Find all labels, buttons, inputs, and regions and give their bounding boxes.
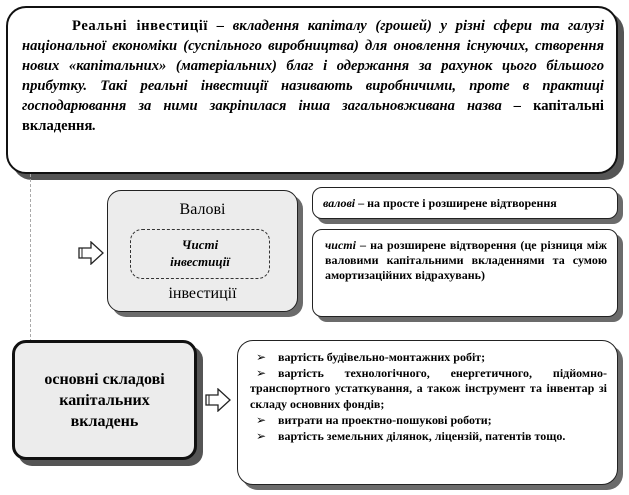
components-list (250, 350, 607, 444)
list-item: ➢ вартість технологічного, енергетичного, підйомно-транспортного устаткування, а також інструмент та інвентар зі складу основних фондів; (250, 366, 607, 411)
arrow-right-icon (205, 388, 231, 412)
gross-investments-box (107, 190, 298, 312)
left-dashed-connector (30, 174, 31, 342)
components-list-box (237, 340, 618, 485)
gross-def-term: валові (323, 196, 356, 210)
net-investments-inner-box (130, 229, 270, 279)
net-line2: інвестиції (170, 254, 230, 269)
list-item: ➢ витрати на проектно-пошукові роботи; (250, 413, 607, 428)
definition-text: – вкладення капіталу (грошей) у різні сфери та галузі національної економіки (суспільного виробництва) для оновлення існуючих, створення нових «капітальних» (матеріальних) благ і одержання за рахунок цього більшого прибутку. Такі реальні інвестиції називають виробничими, проте в практиці господарювання за ними закріпилася інша загальновживана назва – (22, 18, 605, 114)
net-def-text: – на розширене відтворення (це різниця між валовими капітальними вкладеннями та сумою амортизаційних відрахувань) (325, 238, 607, 282)
net-definition-box (312, 229, 618, 317)
components-line1: основні складові (44, 371, 165, 388)
arrow-bullet-icon: ➢ (256, 429, 267, 444)
gross-def-text: – на просте і розширене відтворення (355, 196, 557, 210)
definition-term-capital: капітальні вкладення (22, 98, 604, 134)
gross-title: Валові (179, 201, 226, 218)
arrow-right-icon (78, 241, 104, 265)
components-line2: капітальних (59, 392, 150, 409)
arrow-bullet-icon: ➢ (256, 350, 267, 364)
definition-end: . (92, 118, 97, 134)
definition-term: Реальні інвестиції (72, 18, 209, 34)
list-item: ➢ вартість земельних ділянок, ліцензій, патентів тощо. (250, 429, 607, 444)
gross-title-bottom: інвестиції (168, 285, 237, 302)
gross-definition-box (312, 187, 618, 219)
components-line3: вкладень (70, 413, 139, 430)
main-components-box (12, 340, 197, 460)
arrow-bullet-icon: ➢ (256, 366, 267, 381)
definition-box (6, 6, 618, 174)
list-item: ➢ вартість будівельно-монтажних робіт; (250, 350, 607, 365)
net-line1: Чисті (181, 237, 219, 252)
arrow-bullet-icon: ➢ (256, 412, 267, 427)
net-def-term: чисті (325, 238, 356, 252)
